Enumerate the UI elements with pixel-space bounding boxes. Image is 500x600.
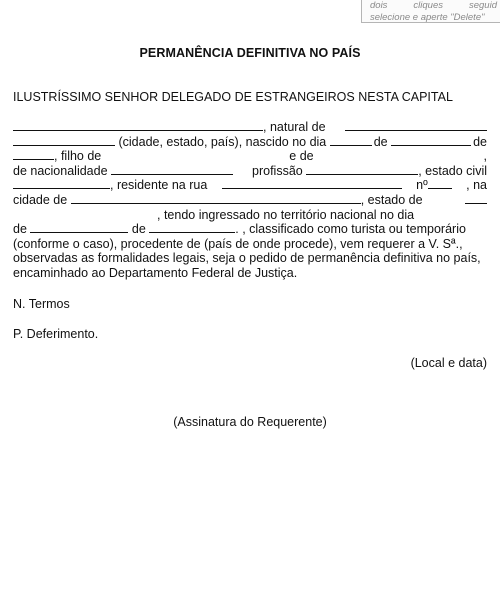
closing-request: P. Deferimento.: [13, 327, 99, 341]
body-line-1: [13, 120, 487, 135]
body-text: cidade de: [13, 192, 68, 207]
addressee-line: ILUSTRÍSSIMO SENHOR DELEGADO DE ESTRANGEIROS NESTA CAPITAL: [13, 90, 453, 104]
body-text: , filho de: [54, 149, 102, 164]
name-blank[interactable]: [13, 120, 263, 131]
hint-line-1: [370, 0, 500, 12]
body-text: profissão: [252, 163, 303, 178]
body-text: de: [473, 134, 488, 149]
body-text: , estado de: [360, 192, 423, 207]
birthplace-detail-blank[interactable]: [13, 135, 115, 146]
body-text: nº: [416, 178, 428, 193]
document-title: PERMANÊNCIA DEFINITIVA NO PAÍS: [139, 46, 361, 60]
entry-month-blank[interactable]: [149, 222, 235, 233]
body-text: , natural de: [263, 120, 326, 134]
birth-year-blank[interactable]: [13, 149, 54, 160]
birth-day-blank[interactable]: [330, 135, 372, 146]
closing-terms: N. Termos: [13, 297, 70, 311]
body-line-5: [13, 178, 487, 193]
editing-hint-box: [361, 0, 500, 23]
state-blank[interactable]: [465, 193, 487, 204]
body-line-9: (conforme o caso), procedente de (país de onde procede), vem requerer a V. Sª.,: [13, 236, 463, 251]
hint-word: seguid: [468, 0, 497, 11]
profession-blank[interactable]: [306, 164, 418, 175]
nationality-blank[interactable]: [111, 164, 233, 175]
body-text: , estado civil: [418, 163, 487, 178]
body-line-3: [13, 149, 487, 164]
body-text: de nacionalidade: [13, 163, 108, 178]
body-text: (cidade, estado, país), nascido no dia: [118, 134, 327, 149]
body-text: de: [131, 222, 146, 237]
body-line-6: [13, 193, 487, 208]
entry-day-blank[interactable]: [30, 222, 128, 233]
petition-body: [13, 120, 487, 281]
body-text: , residente na rua: [110, 178, 208, 193]
body-line-11: encaminhado ao Departamento Federal de Justiça.: [13, 265, 298, 280]
body-line-7: [13, 208, 487, 223]
body-text: de: [13, 222, 27, 237]
signature-label: (Assinatura do Requerente): [173, 415, 327, 429]
hint-line-2: selecione e aperte "Delete": [370, 11, 485, 23]
body-line-2: [13, 135, 487, 150]
birthplace-blank[interactable]: [345, 120, 487, 131]
hint-word: cliques: [413, 0, 443, 11]
body-text: , na: [466, 178, 487, 193]
hint-word: dois: [370, 0, 388, 11]
body-text: , tendo ingressado no território nacional no dia: [157, 207, 415, 222]
street-blank[interactable]: [222, 178, 402, 189]
place-date-label: (Local e data): [410, 356, 487, 370]
body-line-10: observadas as formalidades legais, seja o pedido de permanência definitiva no país,: [13, 251, 481, 266]
body-text: . , classificado como turista ou temporário: [235, 222, 466, 237]
city-blank[interactable]: [71, 193, 361, 204]
house-number-blank[interactable]: [428, 178, 452, 189]
marital-status-blank[interactable]: [13, 178, 110, 189]
body-text: e de: [289, 149, 314, 164]
body-line-8: [13, 222, 487, 237]
body-text: de: [373, 134, 388, 149]
body-text: ,: [483, 149, 487, 164]
body-line-4: [13, 164, 487, 179]
birth-month-blank[interactable]: [391, 135, 471, 146]
